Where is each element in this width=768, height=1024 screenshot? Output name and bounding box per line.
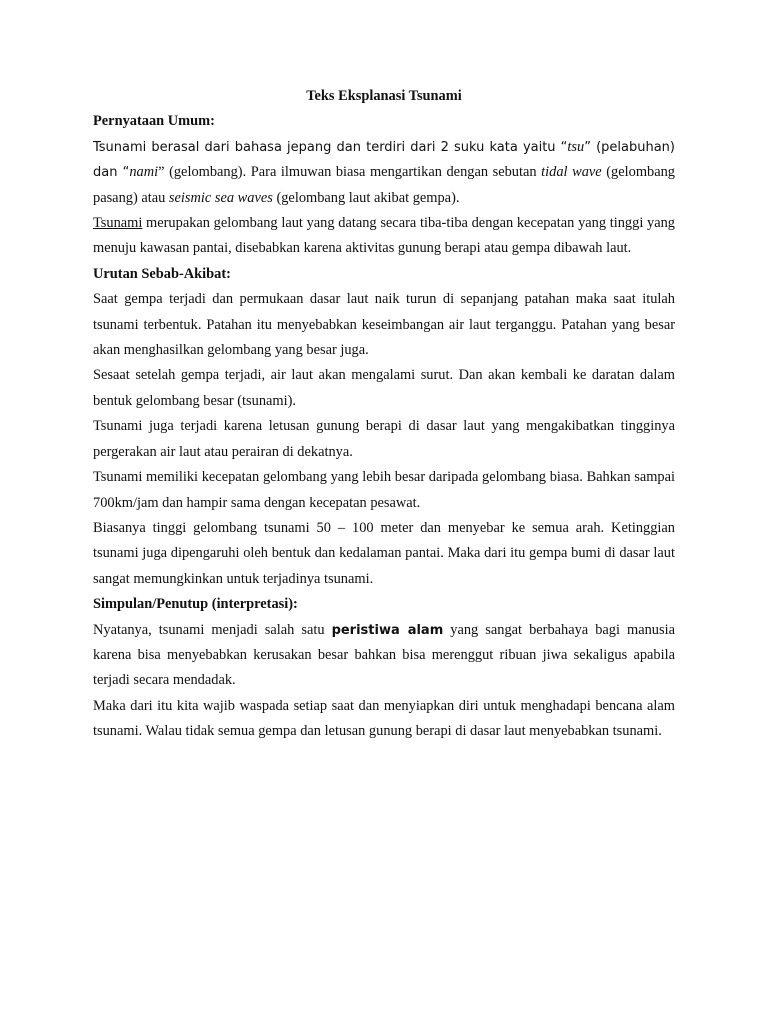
- paragraph-umum-1: [93, 135, 675, 211]
- text-run: ” (pelabuhan) dan “: [93, 139, 675, 181]
- paragraph-urutan-2: Sesaat setelah gempa terjadi, air laut akan mengalami surut. Dan akan kembali ke daratan dalam bentuk gelombang besar (tsunami).: [93, 367, 675, 409]
- text-run: ” (gelombang). Para ilmuwan biasa mengartikan dengan sebutan: [158, 164, 542, 181]
- paragraph-urutan-4: Tsunami memiliki kecepatan gelombang yang lebih besar daripada gelombang biasa. Bahkan sampai 700km/jam dan hampir sama dengan kecepatan pesawat.: [93, 469, 675, 511]
- paragraph-umum-2: [93, 211, 675, 262]
- italic-term-seismic-sea-waves: seismic sea waves: [168, 189, 273, 206]
- text-run: Tsunami berasal dari bahasa jepang dan terdiri dari 2 suku kata yaitu “: [93, 139, 568, 155]
- italic-term-nami: nami: [129, 164, 159, 181]
- underlined-term-tsunami: Tsunami: [93, 215, 143, 232]
- italic-term-tsu: tsu: [567, 138, 585, 155]
- text-run: (gelombang laut akibat gempa).: [272, 189, 460, 206]
- italic-term-tidal-wave: tidal wave: [541, 164, 602, 181]
- paragraph-urutan-1: Saat gempa terjadi dan permukaan dasar laut naik turun di sepanjang patahan maka saat itulah tsunami terbentuk. Patahan itu menyebabkan keseimbangan air laut terganggu. Patahan yang besar akan menghasilkan gelombang yang besar juga.: [93, 291, 675, 359]
- text-run: Nyatanya, tsunami menjadi salah satu: [93, 621, 332, 638]
- heading-simpulan-penutup: Simpulan/Penutup (interpretasi):: [93, 596, 298, 613]
- paragraph-urutan-3: Tsunami juga terjadi karena letusan gunung berapi di dasar laut yang mengakibatkan tingginya pergerakan air laut atau perairan di dekatnya.: [93, 418, 675, 460]
- text-run: (gelombang pasang) atau: [93, 164, 675, 206]
- bold-term-peristiwa-alam: peristiwa alam: [331, 622, 444, 638]
- document-page: [93, 84, 675, 745]
- paragraph-urutan-5: Biasanya tinggi gelombang tsunami 50 – 100 meter dan menyebar ke semua arah. Ketinggian tsunami juga dipengaruhi oleh bentuk dan kedalaman pantai. Maka dari itu gempa bumi di dasar laut sangat memungkinkan untuk terjadinya tsunami.: [93, 519, 675, 587]
- document-title: Teks Eksplanasi Tsunami: [306, 88, 462, 104]
- heading-pernyataan-umum: Pernyataan Umum:: [93, 113, 215, 130]
- heading-urutan-sebab-akibat: Urutan Sebab-Akibat:: [93, 265, 231, 282]
- paragraph-simpulan-2: Maka dari itu kita wajib waspada setiap saat dan menyiapkan diri untuk menghadapi bencana alam tsunami. Walau tidak semua gempa dan letusan gunung berapi di dasar laut menyebabkan tsunami.: [93, 697, 675, 740]
- text-run: yang sangat berbahaya bagi manusia karena bisa menyebabkan kerusakan besar bahkan bisa merenggut ribuan jiwa sekaligus apabila terjadi secara mendadak.: [93, 621, 675, 689]
- text-run: merupakan gelombang laut yang datang secara tiba-tiba dengan kecepatan yang tinggi yang menuju kawasan pantai, disebabkan karena aktivitas gunung berapi atau gempa dibawah laut.: [93, 215, 675, 257]
- paragraph-simpulan-1: [93, 618, 675, 694]
